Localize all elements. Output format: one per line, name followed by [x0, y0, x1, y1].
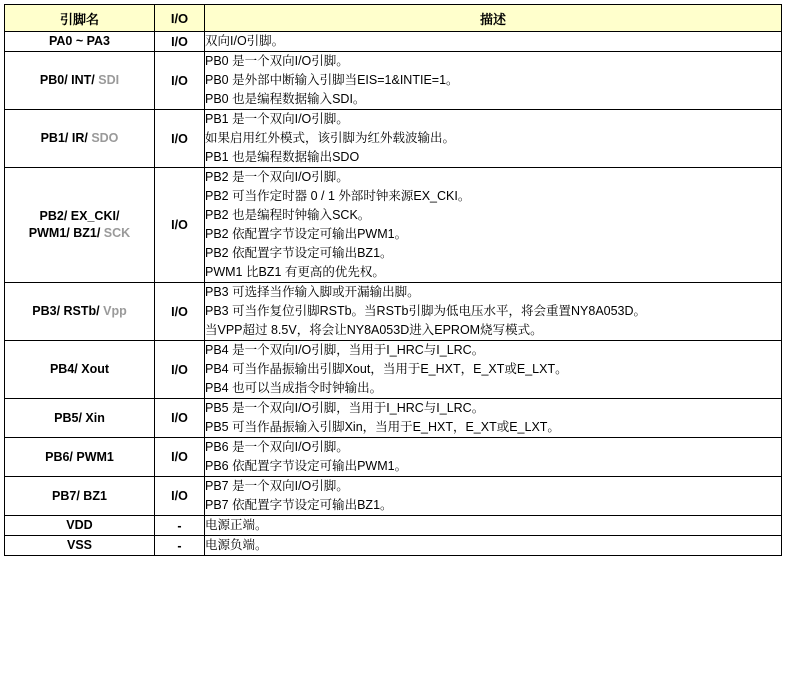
- table-row: [5, 399, 782, 438]
- description-line: PB0 也是编程数据输入SDI。: [205, 92, 366, 106]
- table-row: [5, 168, 782, 283]
- description-line: PB1 也是编程数据输出SDO: [205, 150, 360, 164]
- description-line: PB2 是一个双向I/O引脚。: [205, 170, 349, 184]
- description-line: PB4 可当作晶振输出引脚Xout，当用于E_HXT，E_XT或E_LXT。: [205, 362, 568, 376]
- description-line: PB0 是外部中断输入引脚当EIS=1&INTIE=1。: [205, 73, 459, 87]
- description-line: PB7 依配置字节设定可输出BZ1。: [205, 498, 393, 512]
- pin-description-cell: [205, 341, 782, 399]
- table-row: [5, 341, 782, 399]
- pin-description-cell: [205, 32, 782, 52]
- description-line: PB6 是一个双向I/O引脚。: [205, 440, 349, 454]
- pin-description-cell: [205, 168, 782, 283]
- pin-io-cell: I/O: [155, 399, 205, 438]
- pin-name-text: PB7/ BZ1: [52, 488, 107, 503]
- description-line: PB5 是一个双向I/O引脚，当用于I_HRC与I_LRC。: [205, 401, 485, 415]
- table-row: [5, 52, 782, 110]
- pin-name-line: [5, 537, 154, 554]
- column-header-io: I/O: [155, 5, 205, 32]
- pin-name-line: [5, 517, 154, 534]
- description-line: PB4 是一个双向I/O引脚，当用于I_HRC与I_LRC。: [205, 343, 485, 357]
- table-header: [5, 5, 782, 32]
- pin-name-text: VDD: [66, 518, 93, 532]
- pin-io-cell: I/O: [155, 477, 205, 516]
- pin-name-cell: [5, 516, 155, 536]
- pin-description-cell: [205, 399, 782, 438]
- pin-name-cell: [5, 399, 155, 438]
- table-row: [5, 32, 782, 52]
- description-line: PB3 可选择当作输入脚或开漏输出脚。: [205, 285, 420, 299]
- description-line: PB1 是一个双向I/O引脚。: [205, 112, 349, 126]
- pin-description-cell: [205, 438, 782, 477]
- pin-name-cell: [5, 168, 155, 283]
- pin-io-cell: I/O: [155, 110, 205, 168]
- pin-description-cell: [205, 283, 782, 341]
- description-line: PB5 可当作晶振输入引脚Xin，当用于E_HXT，E_XT或E_LXT。: [205, 420, 560, 434]
- pin-name-line: [5, 33, 154, 50]
- pin-io-cell: I/O: [155, 168, 205, 283]
- pin-name-cell: [5, 438, 155, 477]
- pin-name-text: PB3/ RSTb/: [32, 304, 104, 318]
- pin-name-text: PB2/ EX_CKI/: [39, 209, 120, 223]
- description-line: PB2 可当作定时器 0 / 1 外部时钟来源EX_CKI。: [205, 189, 471, 203]
- pin-description-cell: [205, 516, 782, 536]
- pin-name-alt-function: Vpp: [103, 304, 127, 318]
- pin-name-text: PB5/ Xin: [54, 410, 105, 425]
- description-line: 如果启用红外模式，该引脚为红外载波输出。: [205, 131, 456, 145]
- description-line: PB3 可当作复位引脚RSTb。当RSTb引脚为低电压水平，将会重置NY8A053D。: [205, 304, 647, 318]
- table-header-row: [5, 5, 782, 32]
- pin-name-alt-function: SCK: [103, 226, 131, 240]
- pin-name-line: [5, 208, 154, 225]
- pin-name-text: PA0 ~ PA3: [48, 34, 111, 48]
- pin-description-table: [4, 4, 782, 556]
- pin-name-cell: [5, 52, 155, 110]
- pin-name-text: VSS: [66, 538, 92, 552]
- pin-name-alt-function: SDI: [98, 73, 120, 87]
- table-row: [5, 477, 782, 516]
- column-header-pin-name: 引脚名: [5, 5, 155, 32]
- description-line: 双向I/O引脚。: [205, 34, 285, 48]
- pin-name-cell: [5, 32, 155, 52]
- pin-io-cell: -: [155, 516, 205, 536]
- pin-name-alt-function: SDO: [91, 131, 119, 145]
- pin-name-line: [5, 410, 154, 427]
- pin-name-line: [5, 72, 154, 89]
- table-row: [5, 516, 782, 536]
- description-line: PB2 依配置字节设定可输出PWM1。: [205, 227, 408, 241]
- table-row: [5, 110, 782, 168]
- description-line: PB0 是一个双向I/O引脚。: [205, 54, 349, 68]
- pin-name-line: [5, 449, 154, 466]
- pin-description-cell: [205, 52, 782, 110]
- pin-name-text: PB6/ PWM1: [45, 449, 114, 464]
- description-line: 电源正端。: [205, 518, 268, 532]
- pin-io-cell: I/O: [155, 438, 205, 477]
- description-line: PB6 依配置字节设定可输出PWM1。: [205, 459, 408, 473]
- pin-name-text: PB0/ INT/: [39, 73, 99, 87]
- table-row: [5, 283, 782, 341]
- pin-io-cell: I/O: [155, 283, 205, 341]
- pin-name-cell: [5, 110, 155, 168]
- pin-name-text: PB1/ IR/: [40, 131, 92, 145]
- pin-name-line: [5, 361, 154, 378]
- pin-io-cell: I/O: [155, 52, 205, 110]
- description-line: PB2 依配置字节设定可输出BZ1。: [205, 246, 393, 260]
- description-line: PB2 也是编程时钟输入SCK。: [205, 208, 371, 222]
- pin-name-text: PWM1/ BZ1/: [28, 226, 104, 240]
- description-line: 电源负端。: [205, 538, 268, 552]
- pin-name-cell: [5, 477, 155, 516]
- pin-io-cell: I/O: [155, 32, 205, 52]
- description-line: PWM1 比BZ1 有更高的优先权。: [205, 265, 385, 279]
- pin-name-cell: [5, 283, 155, 341]
- pin-name-line: [5, 303, 154, 320]
- pin-io-cell: -: [155, 536, 205, 556]
- pin-io-cell: I/O: [155, 341, 205, 399]
- column-header-description: 描述: [205, 5, 782, 32]
- pin-description-cell: [205, 536, 782, 556]
- pin-name-line: [5, 130, 154, 147]
- pin-description-cell: [205, 477, 782, 516]
- pin-description-cell: [205, 110, 782, 168]
- description-line: PB7 是一个双向I/O引脚。: [205, 479, 349, 493]
- pin-name-cell: [5, 341, 155, 399]
- description-line: PB4 也可以当成指令时钟输出。: [205, 381, 383, 395]
- table-row: [5, 438, 782, 477]
- description-line: 当VPP超过 8.5V，将会让NY8A053D进入EPROM烧写模式。: [205, 323, 543, 337]
- pin-name-line: [5, 225, 154, 242]
- pin-name-line: [5, 488, 154, 505]
- table-body: [5, 32, 782, 556]
- pin-name-text: PB4/ Xout: [49, 362, 110, 376]
- pin-name-cell: [5, 536, 155, 556]
- table-row: [5, 536, 782, 556]
